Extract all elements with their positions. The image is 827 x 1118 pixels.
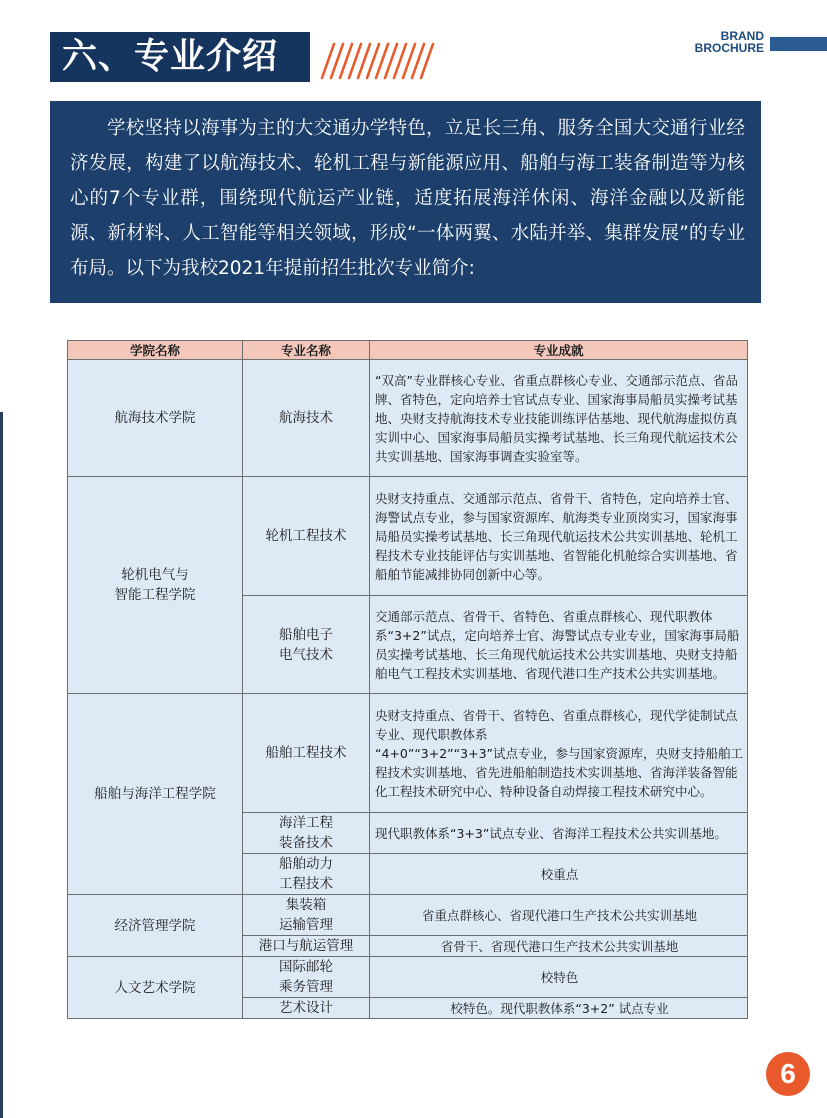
achievement-cell: 校特色 — [370, 957, 748, 998]
page-number-badge: 6 — [766, 1052, 810, 1096]
page-edge-line — [0, 412, 3, 1118]
brand-accent-bar — [770, 37, 827, 51]
college-cell: 经济管理学院 — [68, 895, 243, 957]
major-cell: 港口与航运管理 — [243, 936, 370, 957]
major-cell: 航海技术 — [243, 360, 370, 477]
college-cell: 轮机电气与 智能工程学院 — [68, 477, 243, 694]
brand-label — [670, 30, 764, 54]
college-cell: 人文艺术学院 — [68, 957, 243, 1019]
header-major: 专业名称 — [243, 341, 370, 360]
major-cell: 国际邮轮 乘务管理 — [243, 957, 370, 998]
intro-paragraph: 学校坚持以海事为主的大交通办学特色，立足长三角、服务全国大交通行业经济发展，构建了以航海技术、轮机工程与新能源应用、船舶与海工装备制造等为核心的7个专业群，围绕现代航运产业链，适度拓展海洋休闲、海洋金融以及新能源、新材料、人工智能等相关领域，形成“一体两翼、水陆并举、集群发展”的专业布局。以下为我校2021年提前招生批次专业简介: — [70, 118, 745, 279]
achievement-cell: 省骨干、省现代港口生产技术公共实训基地 — [370, 936, 748, 957]
achievement-cell: 现代职教体系“3+3”试点专业、省海洋工程技术公共实训基地。 — [370, 813, 748, 854]
major-cell: 船舶动力 工程技术 — [243, 854, 370, 895]
section-title: 六、专业介绍 — [50, 32, 310, 82]
major-cell: 船舶电子 电气技术 — [243, 596, 370, 694]
brand-line-1: BRAND — [720, 29, 764, 43]
major-cell: 艺术设计 — [243, 998, 370, 1019]
achievement-cell: 校特色。现代职教体系“3+2” 试点专业 — [370, 998, 748, 1019]
achievement-line: 央财支持重点、省骨干、省特色、省重点群核心，现代学徒制试点专业、现代职教体系 — [375, 707, 738, 742]
achievement-line: “4+0”“3+2”“3+3”试点专业，参与国家资源库，央财支持船舶工程技术实训基地、省先进船舶制造技术实训基地、省海洋装备智能化工程技术研究中心、特种设备自动焊接工程技术研究中心。 — [375, 745, 743, 799]
header-college: 学院名称 — [68, 341, 243, 360]
table-header-row — [68, 341, 748, 360]
intro-box — [50, 101, 761, 303]
achievement-cell: 交通部示范点、省骨干、省特色、省重点群核心、现代职教体系“3+2”试点，定向培养士官、海警试点专业专业，国家海事局船员实操考试基地、长三角现代航运技术公共实训基地、央财支持船舶电气工程技术实训基地、省现代港口生产技术公共实训基地。 — [370, 596, 748, 694]
table-row — [68, 360, 748, 477]
major-cell: 轮机工程技术 — [243, 477, 370, 596]
major-cell: 海洋工程 装备技术 — [243, 813, 370, 854]
achievement-cell: 校重点 — [370, 854, 748, 895]
achievement-cell: 省重点群核心、省现代港口生产技术公共实训基地 — [370, 895, 748, 936]
major-cell: 船舶工程技术 — [243, 694, 370, 813]
achievement-cell: 央财支持重点、交通部示范点、省骨干、省特色，定向培养士官、海警试点专业，参与国家资源库、航海类专业顶岗实习，国家海事局船员实操考试基地、长三角现代航运技术公共实训基地、轮机工程技术专业技能评估与实训基地、省智能化机舱综合实训基地、省船舶节能减排协同创新中心等。 — [370, 477, 748, 596]
college-cell: 船舶与海洋工程学院 — [68, 694, 243, 895]
college-cell: 航海技术学院 — [68, 360, 243, 477]
brand-line-2: BROCHURE — [694, 41, 764, 55]
achievement-cell: “双高”专业群核心专业、省重点群核心专业、交通部示范点、省品牌、省特色，定向培养士官试点专业、国家海事局船员实操考试基地、央财支持航海技术专业技能训练评估基地、现代航海虚拟仿真实训中心、国家海事局船员实操考试基地、长三角现代航运技术公共实训基地、国家海事调查实验室等。 — [370, 360, 748, 477]
table-row — [68, 694, 748, 813]
table-row — [68, 957, 748, 998]
majors-table — [67, 340, 748, 1019]
header-achievement: 专业成就 — [370, 341, 748, 360]
major-cell: 集装箱 运输管理 — [243, 895, 370, 936]
table-row — [68, 895, 748, 936]
table-row — [68, 477, 748, 596]
decorative-stripes — [318, 40, 436, 80]
achievement-cell — [370, 694, 748, 813]
